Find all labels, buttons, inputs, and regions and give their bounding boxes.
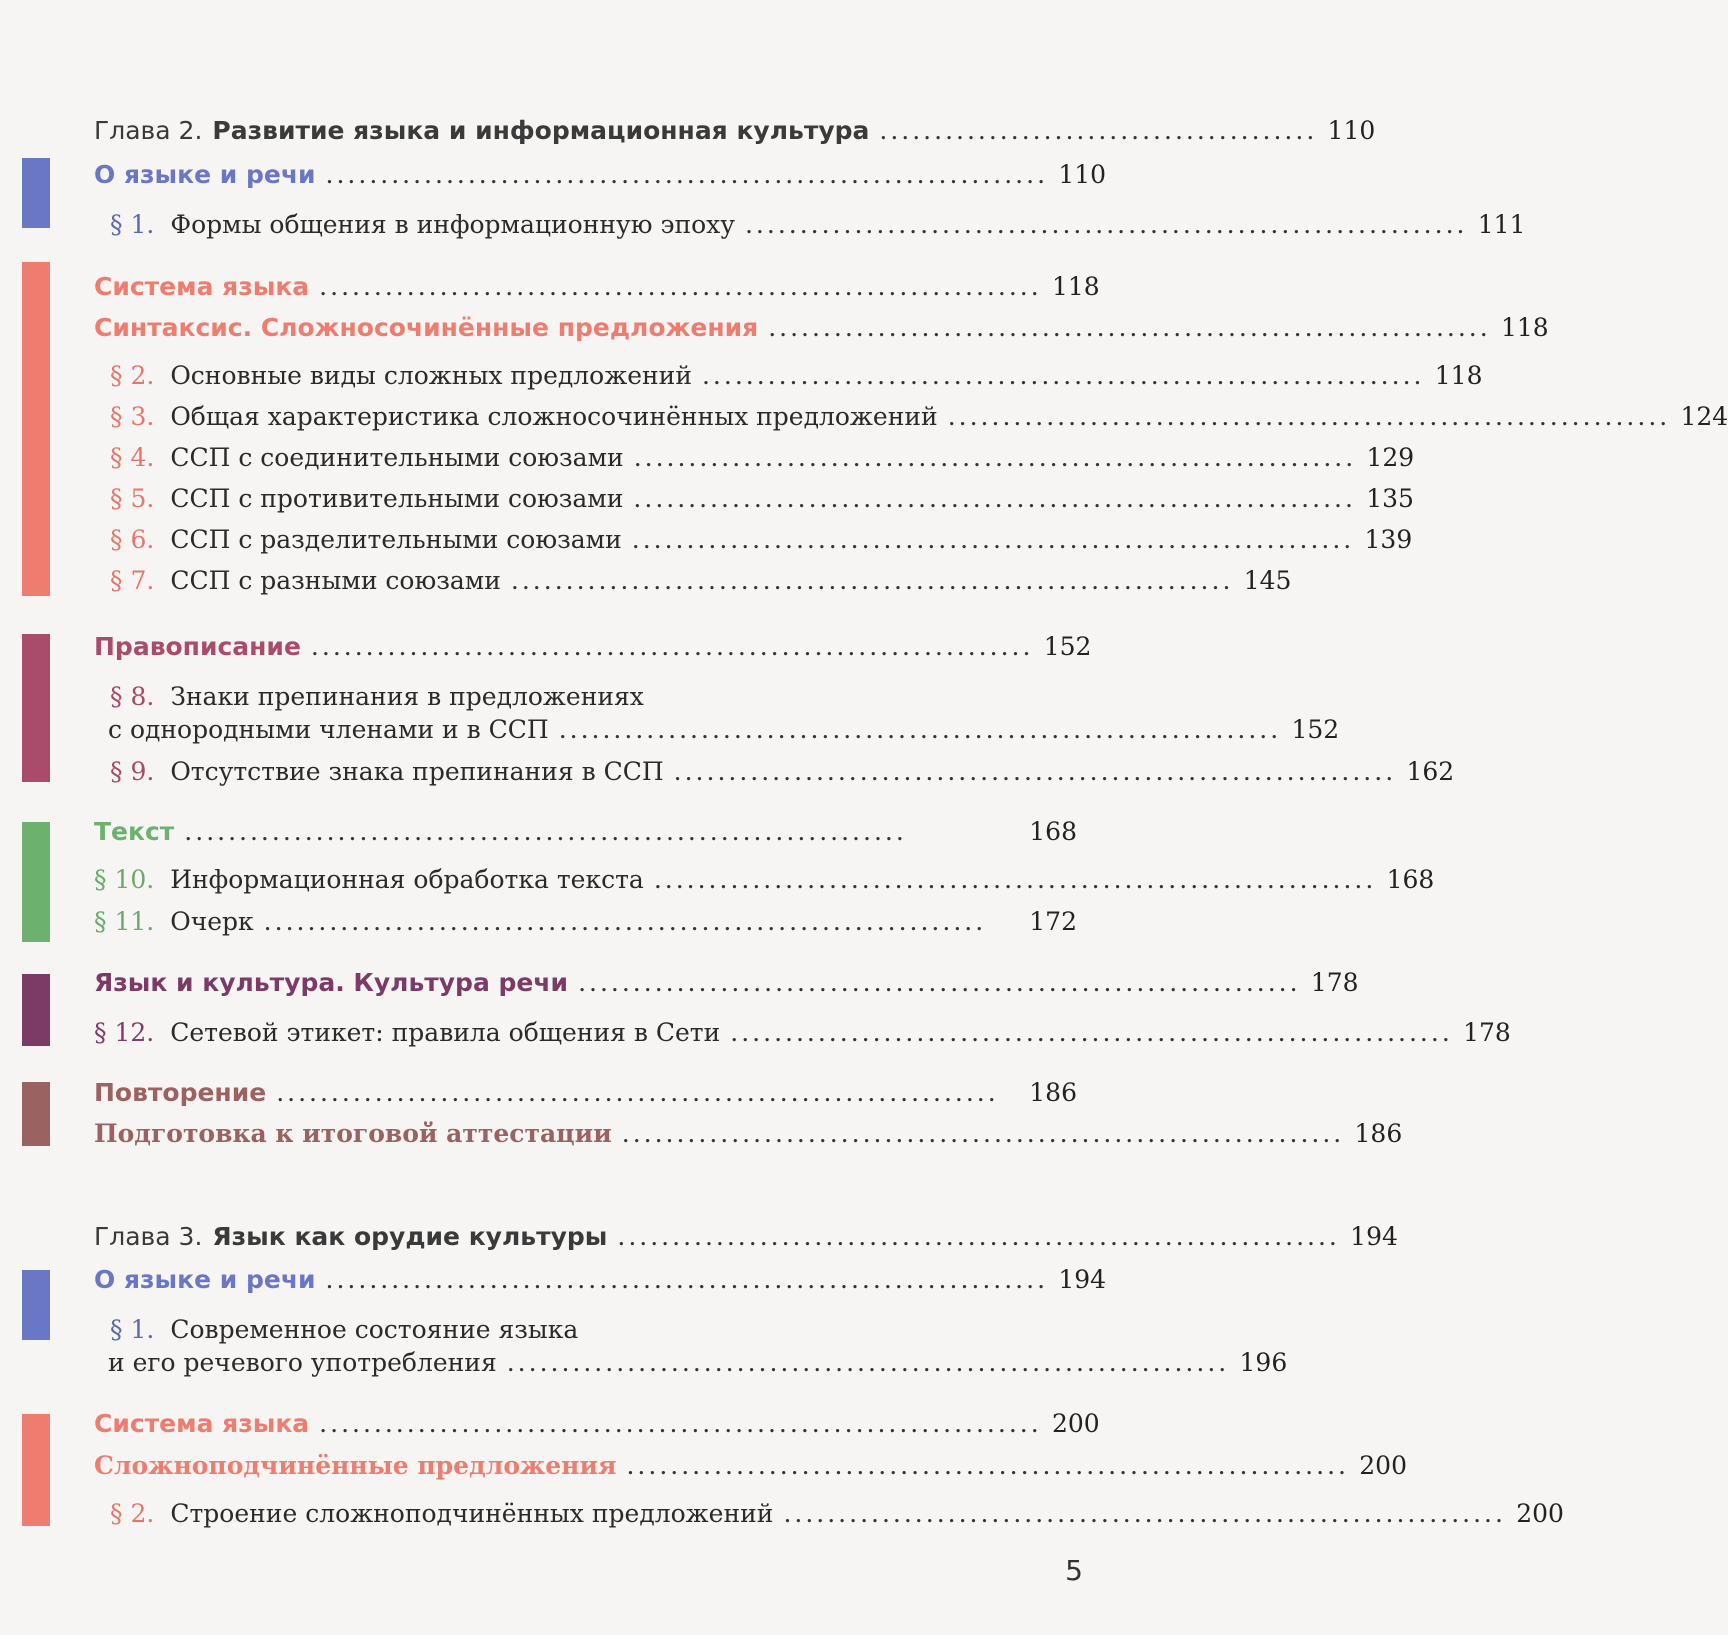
toc-paragraph-6[interactable]: § 6. ССП с разделительными союзами .................................................................. 139 <box>110 525 1413 554</box>
toc-subsection-syntax[interactable]: Синтаксис. Сложносочинённые предложения .................................................................. 118 <box>94 313 1549 342</box>
paragraph-title: Формы общения в информационную эпоху <box>170 210 735 239</box>
chapter-3-row[interactable]: Глава 3. Язык как орудие культуры .................................................................. 194 <box>0 1220 1141 1256</box>
chapter-title: Глава 2. Развитие языка и информационная культура <box>94 116 870 145</box>
toc3-paragraph-2[interactable]: § 2. Строение сложноподчинённых предложений .................................................................. 200 <box>110 1499 1564 1528</box>
toc-section-language-system[interactable]: Система языка .................................................................. 118 <box>94 272 1100 301</box>
toc-section-text[interactable]: Текст .................................................................. 168 <box>94 817 1077 846</box>
toc-paragraph-5[interactable]: § 5. ССП с противительными союзами .................................................................. 135 <box>110 484 1414 513</box>
page-number: 110 <box>1327 116 1376 145</box>
toc-paragraph-9[interactable]: § 9. Отсутствие знака препинания в ССП .................................................................. 162 <box>110 757 1455 786</box>
toc-section-final-attestation[interactable]: Подготовка к итоговой аттестации .................................................................. 186 <box>94 1119 1403 1148</box>
toc-paragraph-12[interactable]: § 12. Сетевой этикет: правила общения в Сети .................................................................. 178 <box>94 1018 1511 1047</box>
toc3-subsection-complex[interactable]: Сложноподчинённые предложения .................................................................. 200 <box>94 1451 1407 1480</box>
toc-paragraph-4[interactable]: § 4. ССП с соединительными союзами .................................................................. 129 <box>110 443 1415 472</box>
toc-paragraph-1[interactable]: § 1. Формы общения в информационную эпоху .................................................................. 111 <box>0 208 1141 244</box>
toc-paragraph-2[interactable]: § 2. Основные виды сложных предложений .................................................................. 118 <box>110 361 1483 390</box>
toc3-section-about-language[interactable]: О языке и речи .................................................................. 194 <box>94 1265 1107 1294</box>
toc-section-culture[interactable]: Язык и культура. Культура речи .................................................................. 178 <box>94 968 1359 997</box>
toc-paragraph-3[interactable]: § 3. Общая характеристика сложносочинённых предложений .................................................................. 124 <box>110 402 1728 431</box>
toc-paragraph-8[interactable]: § 8. Знаки препинания в предложениях <box>110 682 644 711</box>
toc3-paragraph-1[interactable]: § 1. Современное состояние языка <box>110 1315 579 1344</box>
section-title: О языке и речи <box>94 160 316 189</box>
page-footer-number: 5 <box>1065 1554 1083 1587</box>
toc-paragraph-8-line2[interactable]: с однородными членами и в ССП .................................................................. 152 <box>108 715 1340 744</box>
toc-paragraph-10[interactable]: § 10. Информационная обработка текста .................................................................. 168 <box>94 865 1435 894</box>
chapter-title: Глава 3. Язык как орудие культуры <box>94 1222 608 1251</box>
toc3-paragraph-1-line2[interactable]: и его речевого употребления .................................................................. 196 <box>108 1348 1288 1377</box>
toc-section-repetition[interactable]: Повторение .................................................................. 186 <box>94 1078 1077 1107</box>
toc3-section-language-system[interactable]: Система языка .................................................................. 200 <box>94 1409 1100 1438</box>
toc-paragraph-7[interactable]: § 7. ССП с разными союзами .................................................................. 145 <box>110 566 1292 595</box>
toc-paragraph-11[interactable]: § 11. Очерк .................................................................. 172 <box>94 907 1077 936</box>
paragraph-number: § 1. <box>110 210 155 239</box>
toc-section-about-language[interactable]: О языке и речи .................................................................. 110 <box>0 158 1141 194</box>
chapter-2-row[interactable] <box>0 114 1376 150</box>
toc-section-spelling[interactable]: Правописание .................................................................. 152 <box>94 632 1092 661</box>
leader-dots: ........................................ <box>879 116 1318 145</box>
